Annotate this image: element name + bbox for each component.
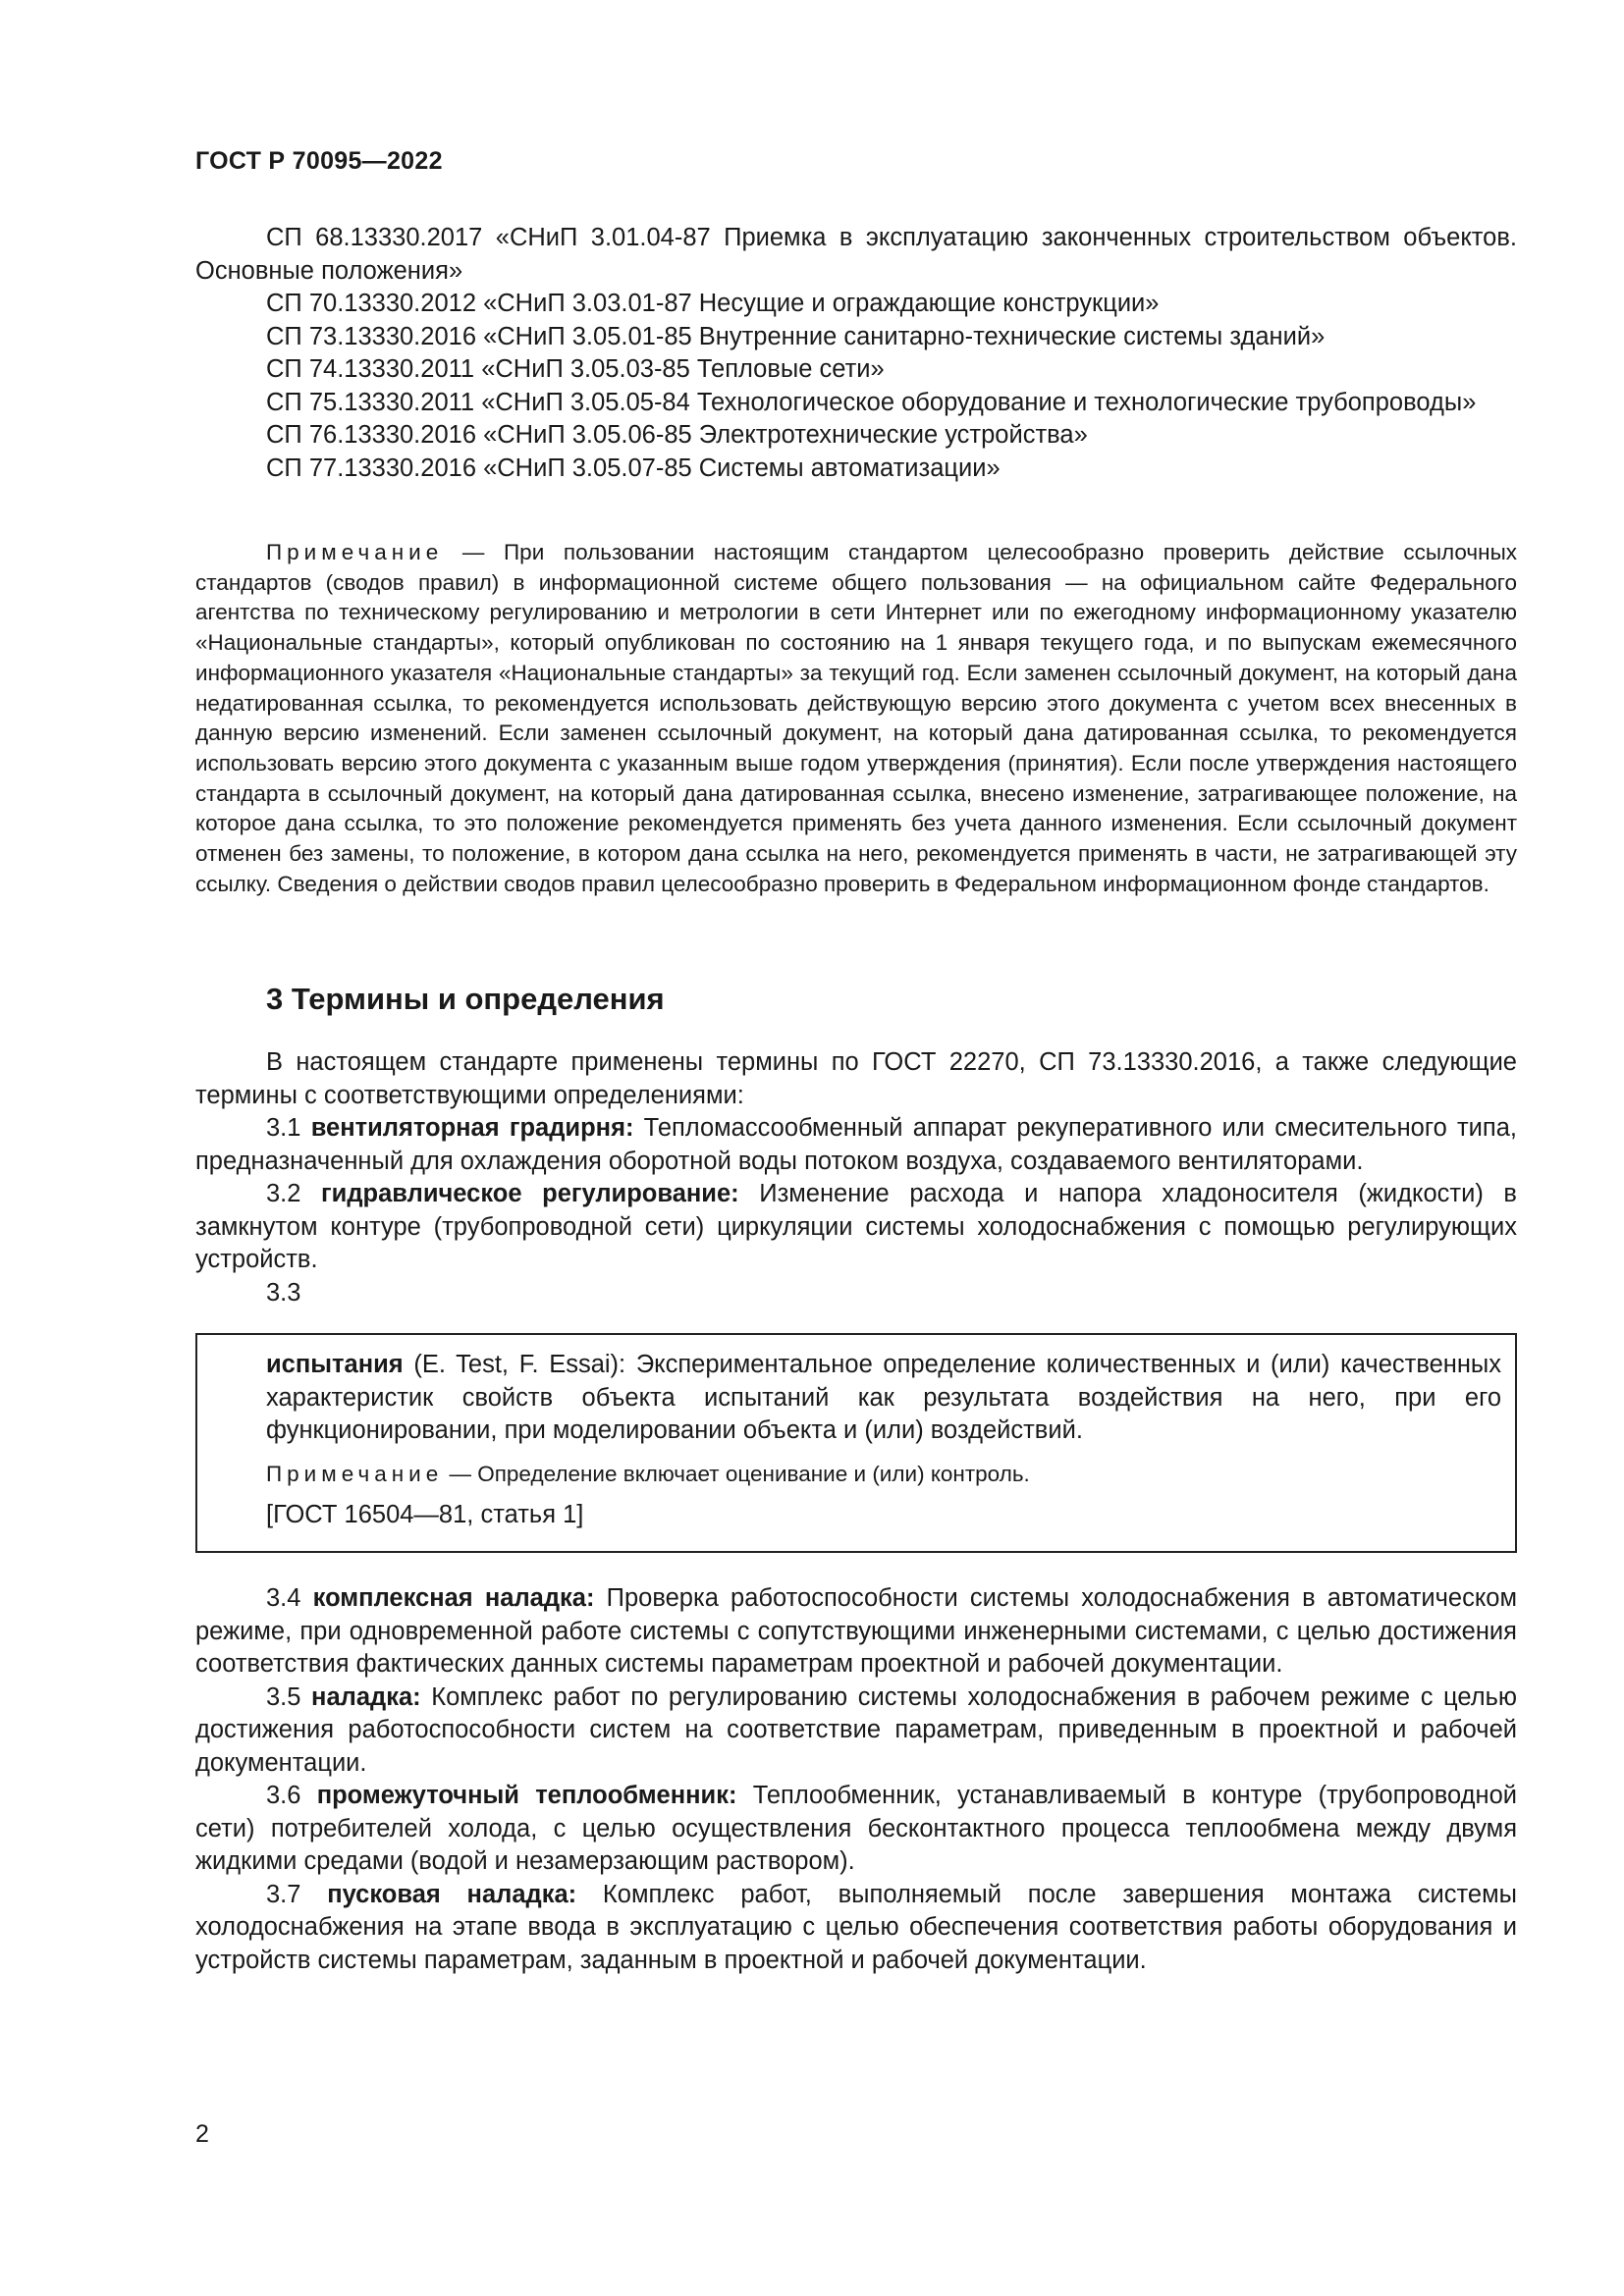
boxed-term-definition (266, 1349, 1501, 1448)
boxed-term-source: [ГОСТ 16504—81, статья 1] (266, 1500, 584, 1528)
term-name: промежуточный теплообменник: (316, 1782, 737, 1809)
reference-item: СП 70.13330.2012 «СНиП 3.03.01-87 Несущие и ограждающие конструкции» (266, 290, 1160, 317)
term-name: испытания (266, 1351, 404, 1378)
term-name: наладка: (311, 1682, 421, 1711)
reference-item: СП 73.13330.2016 «СНиП 3.05.01-85 Внутренние санитарно-технические системы зданий» (266, 322, 1326, 350)
term-definition: Проверка работоспособности системы холодоснабжения в автоматическом режиме, при одновременной работе системы с сопутствующими инженерными системами, с целью достижения соответствия фактических данных системы параметрам проектной и рабочей документации. (195, 1584, 1517, 1678)
term-definition: Тепломассообменный аппарат рекуперативного или смесительного типа, предназначенный для охлаждения оборотной воды потоком воздуха, создаваемого вентиляторами. (195, 1114, 1517, 1175)
reference-item: СП 77.13330.2016 «СНиП 3.05.07-85 Системы автоматизации» (266, 454, 1001, 482)
document-header: ГОСТ Р 70095—2022 (195, 147, 443, 175)
term-definition: Комплекс работ по регулированию системы холодоснабжения в рабочем режиме с целью достижения работоспособности систем на соответствие параметрам, приведенным в проектной и рабочей документации. (195, 1682, 1517, 1777)
term-item (195, 1582, 1517, 1682)
term-origin: (E. Test, F. Essai): (413, 1351, 626, 1378)
note-text: — При пользовании настоящим стандартом целесообразно проверить действие ссылочных стандартов (сводов правил) в информационной системе общего пользования — на официальном сайте Федерального агентства по техническому регулированию и метрологии в сети Интернет или по ежегодному информационному указателю «Национальные стандарты», который опубликован по состоянию на 1 января текущего года, и по выпускам ежемесячного информационного указателя «Национальные стандарты» за текущий год. Если заменен ссылочный документ, на который дана недатированная ссылка, то рекомендуется использовать действующую версию этого документа с учетом всех внесенных в данную версию изменений. Если заменен ссылочный документ, на который дана датированная ссылка, то рекомендуется использовать версию этого документа с указанным выше годом утверждения (принятия). Если после утверждения настоящего стандарта в ссылочный документ, на который дана датированная ссылка, внесено изменение, затрагивающее положение, на которое дана ссылка, то это положение рекомендуется применять без учета данного изменения. Если ссылочный документ отменен без замены, то положение, в котором дана ссылка на него, рекомендуется применять в части, не затрагивающей эту ссылку. Сведения о действии сводов правил целесообразно проверить в Федеральном информационном фонде стандартов. (195, 540, 1517, 896)
term-item (195, 1112, 1517, 1178)
term-name: гидравлическое регулирование: (321, 1180, 739, 1207)
term-definition: Экспериментальное определение количественных и (или) качественных характеристик свойств объекта испытаний как результата воздействия на него, при его функционировании, при моделировании объекта и (или) воздействий. (266, 1351, 1501, 1444)
term-name: вентиляторная градирня: (310, 1114, 634, 1142)
boxed-term (195, 1333, 1517, 1553)
normative-references (195, 222, 1517, 485)
term-number: 3.2 (266, 1180, 301, 1207)
term-number: 3.5 (266, 1682, 301, 1711)
term-definition: Комплекс работ, выполняемый после завершения монтажа системы холодоснабжения на этапе ввода в эксплуатацию с целью обеспечения соответствия работы оборудования и устройств системы параметрам, заданным в проектной и рабочей документации. (195, 1880, 1517, 1974)
reference-item: СП 75.13330.2011 «СНиП 3.05.05-84 Технологическое оборудование и технологические трубопроводы» (266, 388, 1477, 416)
term-number: 3.7 (266, 1880, 301, 1908)
terms-list-continued (195, 1582, 1517, 1977)
note-text: — Определение включает оценивание и (или) контроль. (443, 1461, 1030, 1486)
term-definition: Теплообменник, устанавливаемый в контуре (трубопроводной сети) потребителей холода, с целью осуществления бесконтактного процесса теплообмена между двумя жидкими средами (водой и незамерзающим раствором). (195, 1782, 1518, 1875)
term-name: пусковая наладка: (327, 1880, 577, 1908)
term-item (195, 1178, 1517, 1277)
term-number: 3.3 (266, 1278, 301, 1307)
terms-list (195, 1046, 1517, 1309)
term-number: 3.1 (266, 1114, 301, 1142)
note-label: Примечание (266, 540, 444, 564)
section-intro: В настоящем стандарте применены термины по ГОСТ 22270, СП 73.13330.2016, а также следующие термины с соответствующими определениями: (195, 1048, 1517, 1109)
reference-item: СП 74.13330.2011 «СНиП 3.05.03-85 Тепловые сети» (266, 355, 885, 383)
references-note (195, 538, 1517, 899)
reference-item: СП 68.13330.2017 «СНиП 3.01.04-87 Приемка в эксплуатацию законченных строительством объектов. Основные положения» (195, 224, 1517, 285)
page-number: 2 (195, 2120, 209, 2148)
term-number: 3.4 (266, 1584, 301, 1612)
note-label: Примечание (266, 1461, 444, 1486)
section-title: 3 Термины и определения (266, 982, 665, 1016)
term-number: 3.6 (266, 1782, 301, 1809)
term-name: комплексная наладка: (312, 1584, 595, 1612)
term-item (195, 1780, 1517, 1879)
term-item (195, 1879, 1517, 1978)
boxed-term-note (266, 1460, 1501, 1489)
term-definition: Изменение расхода и напора хладоносителя (жидкости) в замкнутом контуре (трубопроводной сети) циркуляции системы холодоснабжения с помощью регулирующих устройств. (195, 1180, 1517, 1273)
term-item (195, 1682, 1517, 1781)
reference-item: СП 76.13330.2016 «СНиП 3.05.06-85 Электротехнические устройства» (266, 421, 1088, 449)
